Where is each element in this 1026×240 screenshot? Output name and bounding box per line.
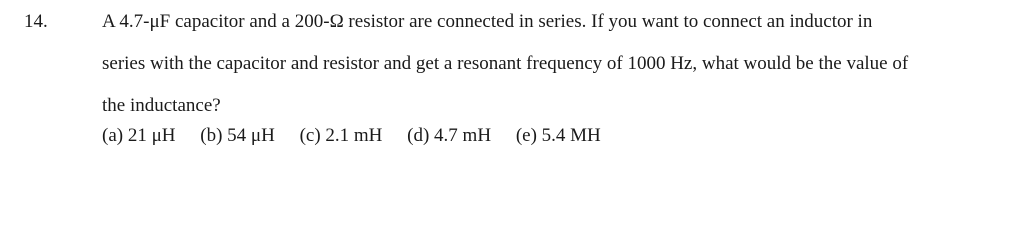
choice-b: (b) 54 μH <box>200 125 275 146</box>
question-number: 14. <box>24 11 48 32</box>
choice-a: (a) 21 μH <box>102 125 176 146</box>
question-line: the inductance? <box>102 95 221 116</box>
choice-c: (c) 2.1 mH <box>299 125 383 146</box>
question-line: series with the capacitor and resistor and get a resonant frequency of 1000 Hz, what would be the value of <box>102 53 909 74</box>
question-text <box>102 10 1012 136</box>
choice-d: (d) 4.7 mH <box>407 125 492 146</box>
choice-e: (e) 5.4 MH <box>515 125 601 146</box>
answer-choices <box>102 124 621 148</box>
question-line: A 4.7-μF capacitor and a 200-Ω resistor are connected in series. If you want to connect an inductor in <box>102 11 873 32</box>
